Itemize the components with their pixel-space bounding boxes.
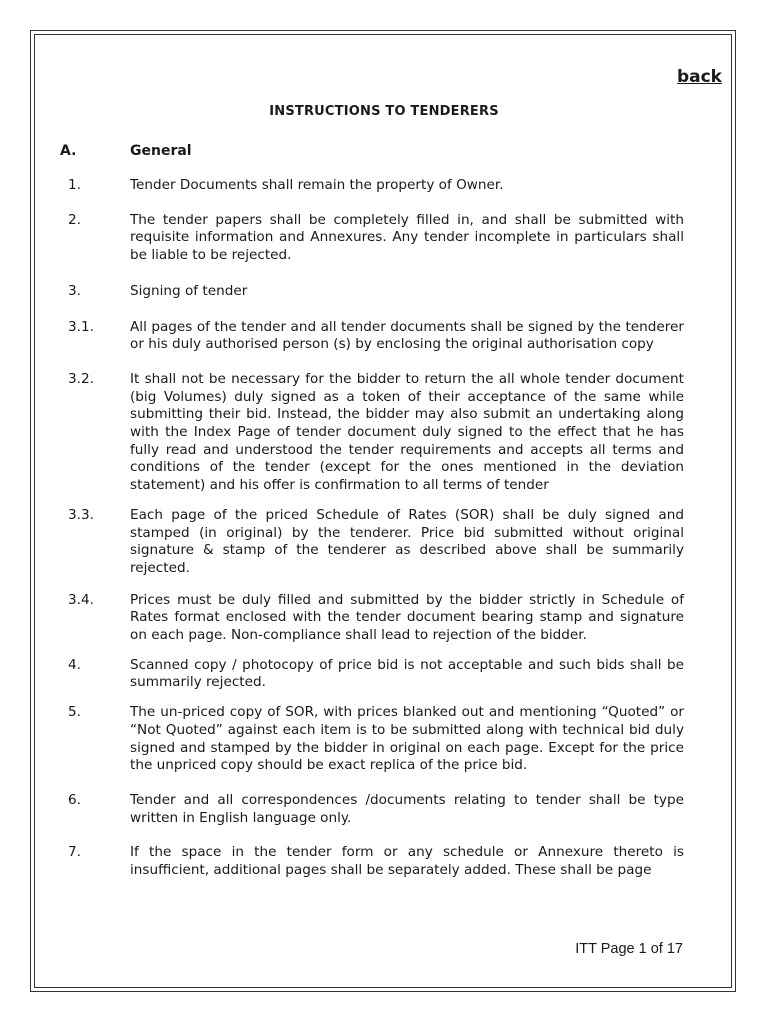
clause-text: It shall not be necessary for the bidder to return the all whole tender document (big Volumes) duly signed as a token of their acceptance of the same while submitting their bid. Instead, the bidder may also submit an undertaking along with the Index Page of tender document duly signed to the effect that he has fully read and understood the tender requirements and accepts all terms and conditions of the tender (except for the ones mentioned in the deviation statement) and his offer is confirmation to all terms of tender [130,370,684,494]
clause-2 [60,212,684,265]
clause-number: 2. [68,211,81,228]
section-heading [60,143,192,159]
clause-3-1 [60,319,684,354]
clause-3 [60,283,684,301]
clause-text: Tender and all correspondences /documents relating to tender shall be type written in English language only. [130,791,684,826]
clause-6 [60,792,684,827]
clause-number: 1. [68,177,81,193]
clause-3-4 [60,592,684,645]
clause-3-3 [60,507,684,578]
clause-text: Prices must be duly filled and submitted by the bidder strictly in Schedule of Rates format enclosed with the tender document bearing stamp and signature on each page. Non-compliance shall lead to rejection of the bidder. [130,591,684,644]
document-title: INSTRUCTIONS TO TENDERERS [269,104,499,119]
section-letter: A. [60,143,77,159]
clause-4 [60,657,684,692]
clause-number: 4. [68,656,81,673]
clause-text: All pages of the tender and all tender documents shall be signed by the tenderer or his duly authorised person (s) by enclosing the original authorisation copy [130,318,684,353]
back-link[interactable]: back [676,67,722,87]
clause-number: 7. [68,844,81,861]
clause-7 [60,844,684,879]
clause-1 [60,177,684,195]
section-title: General [130,143,192,159]
clause-text: Scanned copy / photocopy of price bid is not acceptable and such bids shall be summarily rejected. [130,656,684,691]
page-number: ITT Page 1 of 17 [575,941,683,957]
clause-number: 3.2. [68,370,94,387]
clause-number: 3. [68,282,81,299]
clause-text: The un-priced copy of SOR, with prices blanked out and mentioning “Quoted” or “Not Quoted” against each item is to be submitted along with technical bid duly signed and stamped by the bidder in original on each page. Except for the price the unpriced copy should be exact replica of the price bid. [130,704,684,774]
clause-text: If the space in the tender form or any schedule or Annexure thereto is insufficient, additional pages shall be separately added. These shall be page [130,844,684,879]
clause-number: 5. [68,704,81,721]
clause-text: Tender Documents shall remain the property of Owner. [130,177,504,193]
clause-number: 6. [68,791,81,808]
clause-5 [60,704,684,775]
clause-text: Signing of tender [130,282,248,299]
clause-number: 3.3. [68,506,94,523]
clause-number: 3.1. [68,318,94,335]
clause-number: 3.4. [68,591,94,608]
clause-text: Each page of the priced Schedule of Rates (SOR) shall be duly signed and stamped (in original) by the tenderer. Price bid submitted without original signature & stamp of the tenderer as described above shall be summarily rejected. [130,506,684,576]
clause-3-2 [60,371,684,495]
clause-text: The tender papers shall be completely filled in, and shall be submitted with requisite information and Annexures. Any tender incomplete in particulars shall be liable to be rejected. [130,211,684,264]
clause-list [60,177,684,880]
